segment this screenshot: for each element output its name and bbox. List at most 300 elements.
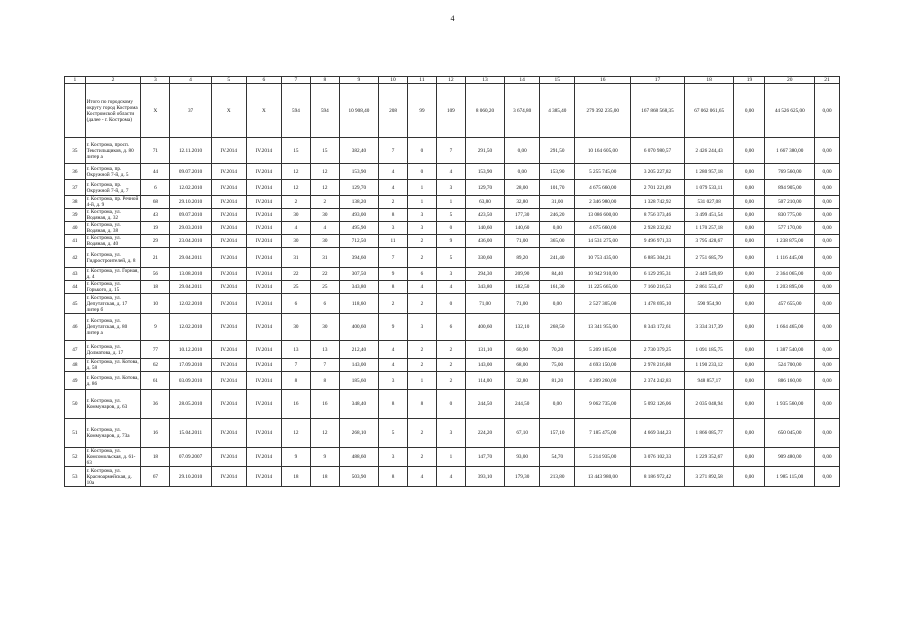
table-cell: 84,40	[540, 268, 575, 281]
table-cell: IV.2014	[211, 341, 246, 359]
table-cell: 4	[436, 164, 465, 180]
table-cell: IV.2014	[246, 248, 281, 268]
table-cell: 343,80	[465, 281, 504, 294]
table-cell: 13 443 980,00	[575, 467, 631, 487]
table-cell: 5	[436, 248, 465, 268]
table-cell: 8	[379, 467, 408, 487]
table-cell: 29.04.2011	[170, 248, 211, 268]
table-cell: 2	[436, 359, 465, 372]
table-cell: IV.2014	[246, 372, 281, 390]
table-cell: 4 669 344,23	[631, 419, 685, 448]
table-cell: 177,30	[505, 209, 540, 222]
table-cell: 246,20	[540, 209, 575, 222]
table-cell: 44	[65, 281, 86, 294]
table-cell: 382,40	[339, 138, 378, 164]
table-cell: 1 664 465,00	[765, 314, 815, 341]
table-cell: 0,00	[540, 390, 575, 419]
table-row	[65, 209, 840, 222]
table-cell: 1 116 445,00	[765, 248, 815, 268]
table-cell: 4	[436, 281, 465, 294]
table-cell: IV.2014	[211, 448, 246, 467]
table-cell: 30	[310, 314, 339, 341]
table-cell: 2	[379, 196, 408, 209]
table-cell: 279 392 235,00	[575, 84, 631, 138]
table-cell: 13 341 955,00	[575, 314, 631, 341]
table-cell: 0,00	[815, 268, 840, 281]
table-cell: 712,50	[339, 235, 378, 248]
table-cell: 7	[436, 138, 465, 164]
table-cell: IV.2014	[211, 196, 246, 209]
table-cell: 1 935 560,00	[765, 390, 815, 419]
table-cell: 1 667 380,00	[765, 138, 815, 164]
address-cell: г. Кострома, ул. Коммунаров, д. 63	[85, 390, 141, 419]
table-cell: 138,20	[339, 196, 378, 209]
table-cell: IV.2014	[246, 341, 281, 359]
table-cell: 0,00	[815, 390, 840, 419]
table-cell: IV.2014	[211, 372, 246, 390]
table-cell: 0,00	[734, 196, 765, 209]
table-cell: 8	[407, 390, 436, 419]
page-number: 4	[450, 14, 455, 23]
table-cell: 0,00	[734, 390, 765, 419]
table-cell: 2	[436, 372, 465, 390]
table-row	[65, 138, 840, 164]
column-number: 9	[339, 77, 378, 84]
table-cell: 503,90	[339, 467, 378, 487]
table-cell: 4	[379, 164, 408, 180]
table-cell: 348,40	[339, 390, 378, 419]
table-cell: 393,10	[465, 467, 504, 487]
table-cell: 71,00	[465, 294, 504, 314]
table-cell: 16	[141, 419, 170, 448]
table-cell: 43	[141, 209, 170, 222]
table-cell: 13 086 600,00	[575, 209, 631, 222]
column-number: 10	[379, 77, 408, 84]
table-cell: IV.2014	[246, 448, 281, 467]
table-cell: 0,00	[815, 419, 840, 448]
table-cell: 0,00	[815, 294, 840, 314]
table-cell: 53	[65, 467, 86, 487]
table-cell: 436,00	[465, 235, 504, 248]
column-number: 18	[684, 77, 734, 84]
table-cell: IV.2014	[246, 268, 281, 281]
table-cell: 2 928 232,82	[631, 222, 685, 235]
table-cell: 29	[141, 235, 170, 248]
table-cell: 268,10	[339, 419, 378, 448]
table-cell: 0,00	[734, 84, 765, 138]
table-cell: 7 185 475,00	[575, 419, 631, 448]
table-cell: 140,60	[465, 222, 504, 235]
table-cell: 09.07.2010	[170, 209, 211, 222]
table-cell: 291,50	[465, 138, 504, 164]
table-cell: 400,60	[465, 314, 504, 341]
table-cell: 03.09.2010	[170, 372, 211, 390]
table-cell: 493,00	[339, 209, 378, 222]
table-row	[65, 222, 840, 235]
table-cell: 29.03.2010	[170, 222, 211, 235]
table-cell: 153,90	[339, 164, 378, 180]
table-cell: IV.2014	[246, 164, 281, 180]
table-cell: 21	[141, 248, 170, 268]
table-cell: 1 328 742,92	[631, 196, 685, 209]
table-cell: 23.04.2010	[170, 235, 211, 248]
table-cell: 43	[65, 268, 86, 281]
table-cell: 5 209 105,00	[575, 341, 631, 359]
table-cell: 8 343 172,61	[631, 314, 685, 341]
table-cell: X	[246, 84, 281, 138]
table-cell: 28,00	[505, 180, 540, 196]
column-number: 16	[575, 77, 631, 84]
table-cell: 6	[436, 314, 465, 341]
table-cell: IV.2014	[211, 419, 246, 448]
column-number: 20	[765, 77, 815, 84]
table-cell: 44 526 625,00	[765, 84, 815, 138]
table-cell: 0,00	[734, 294, 765, 314]
table-cell: 161,30	[540, 281, 575, 294]
table-cell: 488,60	[339, 448, 378, 467]
table-cell: 45	[65, 294, 86, 314]
table-cell: 8	[281, 372, 310, 390]
table-cell: 14 531 275,00	[575, 235, 631, 248]
table-cell: 2	[407, 248, 436, 268]
column-number: 12	[436, 77, 465, 84]
table-cell: 132,10	[505, 314, 540, 341]
table-cell: 2	[407, 448, 436, 467]
table-cell: 495,90	[339, 222, 378, 235]
table-cell: 3 334 317,39	[684, 314, 734, 341]
table-cell: 71,00	[505, 235, 540, 248]
table-cell: 32,80	[505, 196, 540, 209]
table-cell: 44	[141, 164, 170, 180]
table-cell: 2	[281, 196, 310, 209]
table-cell: 153,90	[540, 164, 575, 180]
table-cell: 594	[310, 84, 339, 138]
table-cell: 3	[436, 180, 465, 196]
table-cell: 4 693 150,00	[575, 359, 631, 372]
column-number: 8	[310, 77, 339, 84]
table-cell: 9	[379, 314, 408, 341]
address-cell: г. Кострома, просп. Текстильщиков, д. 80 литер а	[85, 138, 141, 164]
table-cell: 0,00	[734, 359, 765, 372]
table-cell: 5 255 745,00	[575, 164, 631, 180]
table-cell: 0,00	[815, 248, 840, 268]
table-cell: 524 700,00	[765, 359, 815, 372]
address-cell: г. Кострома, ул. Депутатская, д. 17 литер б	[85, 294, 141, 314]
table-cell: 3	[407, 209, 436, 222]
table-cell: 1 866 085,77	[684, 419, 734, 448]
table-cell: 12	[310, 180, 339, 196]
table-cell: 1	[407, 180, 436, 196]
table-cell: 1	[436, 448, 465, 467]
column-number: 3	[141, 77, 170, 84]
table-cell: 3 674,80	[505, 84, 540, 138]
table-cell: 0,00	[815, 138, 840, 164]
table-cell: 0,00	[734, 341, 765, 359]
table-cell: 3 795 428,67	[684, 235, 734, 248]
table-cell: 41	[65, 235, 86, 248]
table-cell: 15	[310, 138, 339, 164]
address-cell: г. Кострома, пр. Окружной 7-й, д. 5	[85, 164, 141, 180]
table-cell: 4	[379, 180, 408, 196]
table-cell: 18	[281, 467, 310, 487]
table-cell: 0	[407, 138, 436, 164]
table-cell: 12.11.2010	[170, 138, 211, 164]
table-cell: 38	[65, 196, 86, 209]
table-cell: 1	[407, 196, 436, 209]
table-cell: 8	[310, 372, 339, 390]
address-cell: г. Кострома, ул. Водяная, д. 32	[85, 209, 141, 222]
table-cell: 330,60	[465, 248, 504, 268]
address-cell: г. Кострома, ул. Коммунаров, д. 73а	[85, 419, 141, 448]
address-cell: г. Кострома, ул. Гидростроителей, д. 8	[85, 248, 141, 268]
table-cell: 8	[379, 209, 408, 222]
address-cell: г. Кострома, ул. Депутатская, д. 80 литер а	[85, 314, 141, 341]
table-cell: 18	[141, 448, 170, 467]
table-cell: 394,60	[339, 248, 378, 268]
table-cell: 3 499 451,54	[684, 209, 734, 222]
address-cell: г. Кострома, ул. Горького, д. 15	[85, 281, 141, 294]
table-cell: 2	[310, 196, 339, 209]
table-row	[65, 314, 840, 341]
table-cell: 3	[407, 314, 436, 341]
table-cell: 0,00	[734, 138, 765, 164]
table-cell: 2 527 305,00	[575, 294, 631, 314]
table-cell: 89,20	[505, 248, 540, 268]
table-cell: 6	[310, 294, 339, 314]
table-cell: 4	[379, 359, 408, 372]
table-cell: 307,50	[339, 268, 378, 281]
table-cell: 0,00	[815, 196, 840, 209]
table-cell: 6	[281, 294, 310, 314]
column-number: 4	[170, 77, 211, 84]
table-cell: 6 070 980,57	[631, 138, 685, 164]
table-cell: IV.2014	[211, 209, 246, 222]
table-cell: IV.2014	[246, 467, 281, 487]
table-cell: 7	[379, 138, 408, 164]
table-cell: 1 387 540,00	[765, 341, 815, 359]
table-cell: 948 857,17	[684, 372, 734, 390]
table-cell: 71,00	[505, 294, 540, 314]
table-row	[65, 372, 840, 390]
column-number: 14	[505, 77, 540, 84]
table-cell: 49	[65, 372, 86, 390]
table-cell: 0,00	[815, 372, 840, 390]
table-cell: 0	[436, 222, 465, 235]
table-cell: 3 271 892,58	[684, 467, 734, 487]
table-cell: 590 954,90	[684, 294, 734, 314]
table-cell: 4	[407, 467, 436, 487]
table-cell: 1 280 957,18	[684, 164, 734, 180]
table-cell: 13.08.2010	[170, 268, 211, 281]
table-cell: 8 186 972,42	[631, 467, 685, 487]
total-row	[65, 84, 840, 138]
table-cell: 212,40	[339, 341, 378, 359]
table-cell: 68	[141, 196, 170, 209]
table-cell: 0,00	[505, 164, 540, 180]
table-cell: 0,00	[815, 281, 840, 294]
table-cell: 4	[281, 222, 310, 235]
table-cell: 2 751 685,79	[684, 248, 734, 268]
table-cell: IV.2014	[211, 164, 246, 180]
table-cell: 50	[65, 390, 86, 419]
address-cell: г. Кострома, ул. Красноармейская, д. 10а	[85, 467, 141, 487]
column-number: 6	[246, 77, 281, 84]
table-cell: 3	[436, 268, 465, 281]
table-cell: 0,00	[815, 235, 840, 248]
table-cell: 0	[436, 294, 465, 314]
table-cell: IV.2014	[246, 209, 281, 222]
table-cell: 400,60	[339, 314, 378, 341]
table-cell: 0,00	[734, 164, 765, 180]
table-cell: 2	[379, 294, 408, 314]
table-cell: 10 164 605,00	[575, 138, 631, 164]
table-cell: 0,00	[734, 419, 765, 448]
table-cell: 12	[310, 419, 339, 448]
table-cell: 39	[65, 209, 86, 222]
table-cell: 48	[65, 359, 86, 372]
table-cell: 5	[436, 209, 465, 222]
table-cell: 185,60	[339, 372, 378, 390]
table-cell: 9	[436, 235, 465, 248]
table-cell: 93,00	[505, 448, 540, 467]
column-number: 11	[407, 77, 436, 84]
table-cell: 0,00	[815, 84, 840, 138]
address-cell: г. Кострома, ул. Горная, д. 4	[85, 268, 141, 281]
table-cell: 0,00	[734, 372, 765, 390]
table-cell: 0,00	[734, 209, 765, 222]
table-cell: 294,30	[465, 268, 504, 281]
table-cell: 63,80	[465, 196, 504, 209]
table-cell: 1 079 533,11	[684, 180, 734, 196]
column-number-row	[65, 77, 840, 84]
table-cell: 18	[141, 281, 170, 294]
table-cell: 129,70	[339, 180, 378, 196]
table-cell: 147,70	[465, 448, 504, 467]
table-cell: IV.2014	[246, 138, 281, 164]
table-cell: 30	[281, 314, 310, 341]
table-cell: IV.2014	[246, 314, 281, 341]
table-cell: 10 753 435,00	[575, 248, 631, 268]
table-cell: 343,80	[339, 281, 378, 294]
table-cell: IV.2014	[246, 235, 281, 248]
table-row	[65, 180, 840, 196]
table-cell: 56	[141, 268, 170, 281]
table-cell: 3 076 102,33	[631, 448, 685, 467]
table-cell: 0,00	[815, 164, 840, 180]
table-cell: 129,70	[465, 180, 504, 196]
address-cell: г. Кострома, ул. Котова, д. 58	[85, 359, 141, 372]
table-cell: 2 364 065,00	[765, 268, 815, 281]
table-cell: 1 478 695,10	[631, 294, 685, 314]
table-cell: 2 374 242,83	[631, 372, 685, 390]
table-cell: IV.2014	[211, 467, 246, 487]
table-cell: 2 730 379,25	[631, 341, 685, 359]
table-cell: 0,00	[734, 314, 765, 341]
table-cell: IV.2014	[246, 419, 281, 448]
table-cell: IV.2014	[211, 138, 246, 164]
table-cell: IV.2014	[246, 390, 281, 419]
table-cell: 2	[407, 294, 436, 314]
address-cell: г. Кострома, ул. Водяная, д. 38	[85, 222, 141, 235]
table-cell: IV.2014	[246, 222, 281, 235]
table-cell: 2 978 216,88	[631, 359, 685, 372]
table-row	[65, 359, 840, 372]
table-cell: 244,50	[465, 390, 504, 419]
table-cell: 28.05.2010	[170, 390, 211, 419]
table-cell: 32,80	[505, 372, 540, 390]
table-cell: 365,00	[540, 235, 575, 248]
column-number: 5	[211, 77, 246, 84]
table-cell: 0,00	[540, 222, 575, 235]
table-cell: 594	[281, 84, 310, 138]
table-cell: 1 190 233,12	[684, 359, 734, 372]
table-cell: IV.2014	[211, 268, 246, 281]
table-cell: 4	[310, 222, 339, 235]
table-cell: 3	[379, 222, 408, 235]
table-cell: IV.2014	[211, 235, 246, 248]
table-row	[65, 268, 840, 281]
table-cell: 213,80	[540, 467, 575, 487]
table-cell: 0,00	[734, 448, 765, 467]
table-cell: 15.04.2011	[170, 419, 211, 448]
table-cell: 6	[407, 268, 436, 281]
table-cell: 209,90	[505, 268, 540, 281]
table-cell: 0,00	[734, 222, 765, 235]
table-cell: 07.09.2007	[170, 448, 211, 467]
table-cell: 35	[65, 138, 86, 164]
table-cell: 2 035 048,94	[684, 390, 734, 419]
table-cell: 7	[310, 359, 339, 372]
resettlement-table	[64, 76, 840, 487]
table-cell: 30	[281, 209, 310, 222]
table-cell: 6 129 295,31	[631, 268, 685, 281]
table-row	[65, 248, 840, 268]
table-cell: 2	[407, 235, 436, 248]
table-cell: 10 942 910,00	[575, 268, 631, 281]
address-cell: г. Кострома, ул. Комсомольская, д. 61-63	[85, 448, 141, 467]
table-cell: 18	[310, 467, 339, 487]
table-cell: 11	[379, 235, 408, 248]
table-cell: 4	[379, 341, 408, 359]
table-cell: 15	[281, 138, 310, 164]
table-cell: 67 062 061,65	[684, 84, 734, 138]
table-cell: 25	[310, 281, 339, 294]
column-number: 17	[631, 77, 685, 84]
table-cell: 9	[379, 268, 408, 281]
table-cell: 3	[436, 419, 465, 448]
address-cell: г. Кострома, ул. Долматова, д. 17	[85, 341, 141, 359]
table-cell: 0,00	[734, 467, 765, 487]
table-cell: 9	[281, 448, 310, 467]
table-cell: 22	[281, 268, 310, 281]
table-cell: 29.10.2010	[170, 196, 211, 209]
table-cell: 0,00	[815, 448, 840, 467]
table-cell: 423,50	[465, 209, 504, 222]
table-cell: 67,10	[505, 419, 540, 448]
address-cell: г. Кострома, пр. Окружной 7-й, д. 7	[85, 180, 141, 196]
table-cell: 179,30	[505, 467, 540, 487]
table-cell: 109	[436, 84, 465, 138]
table-cell: 17.09.2010	[170, 359, 211, 372]
table-cell: 19	[141, 222, 170, 235]
table-cell: 36	[65, 164, 86, 180]
table-cell: 16	[281, 390, 310, 419]
table-cell: 457 655,00	[765, 294, 815, 314]
table-cell: 0,00	[815, 209, 840, 222]
table-cell: 29.10.2010	[170, 467, 211, 487]
table-cell: 153,90	[465, 164, 504, 180]
table-cell: 37	[65, 180, 86, 196]
